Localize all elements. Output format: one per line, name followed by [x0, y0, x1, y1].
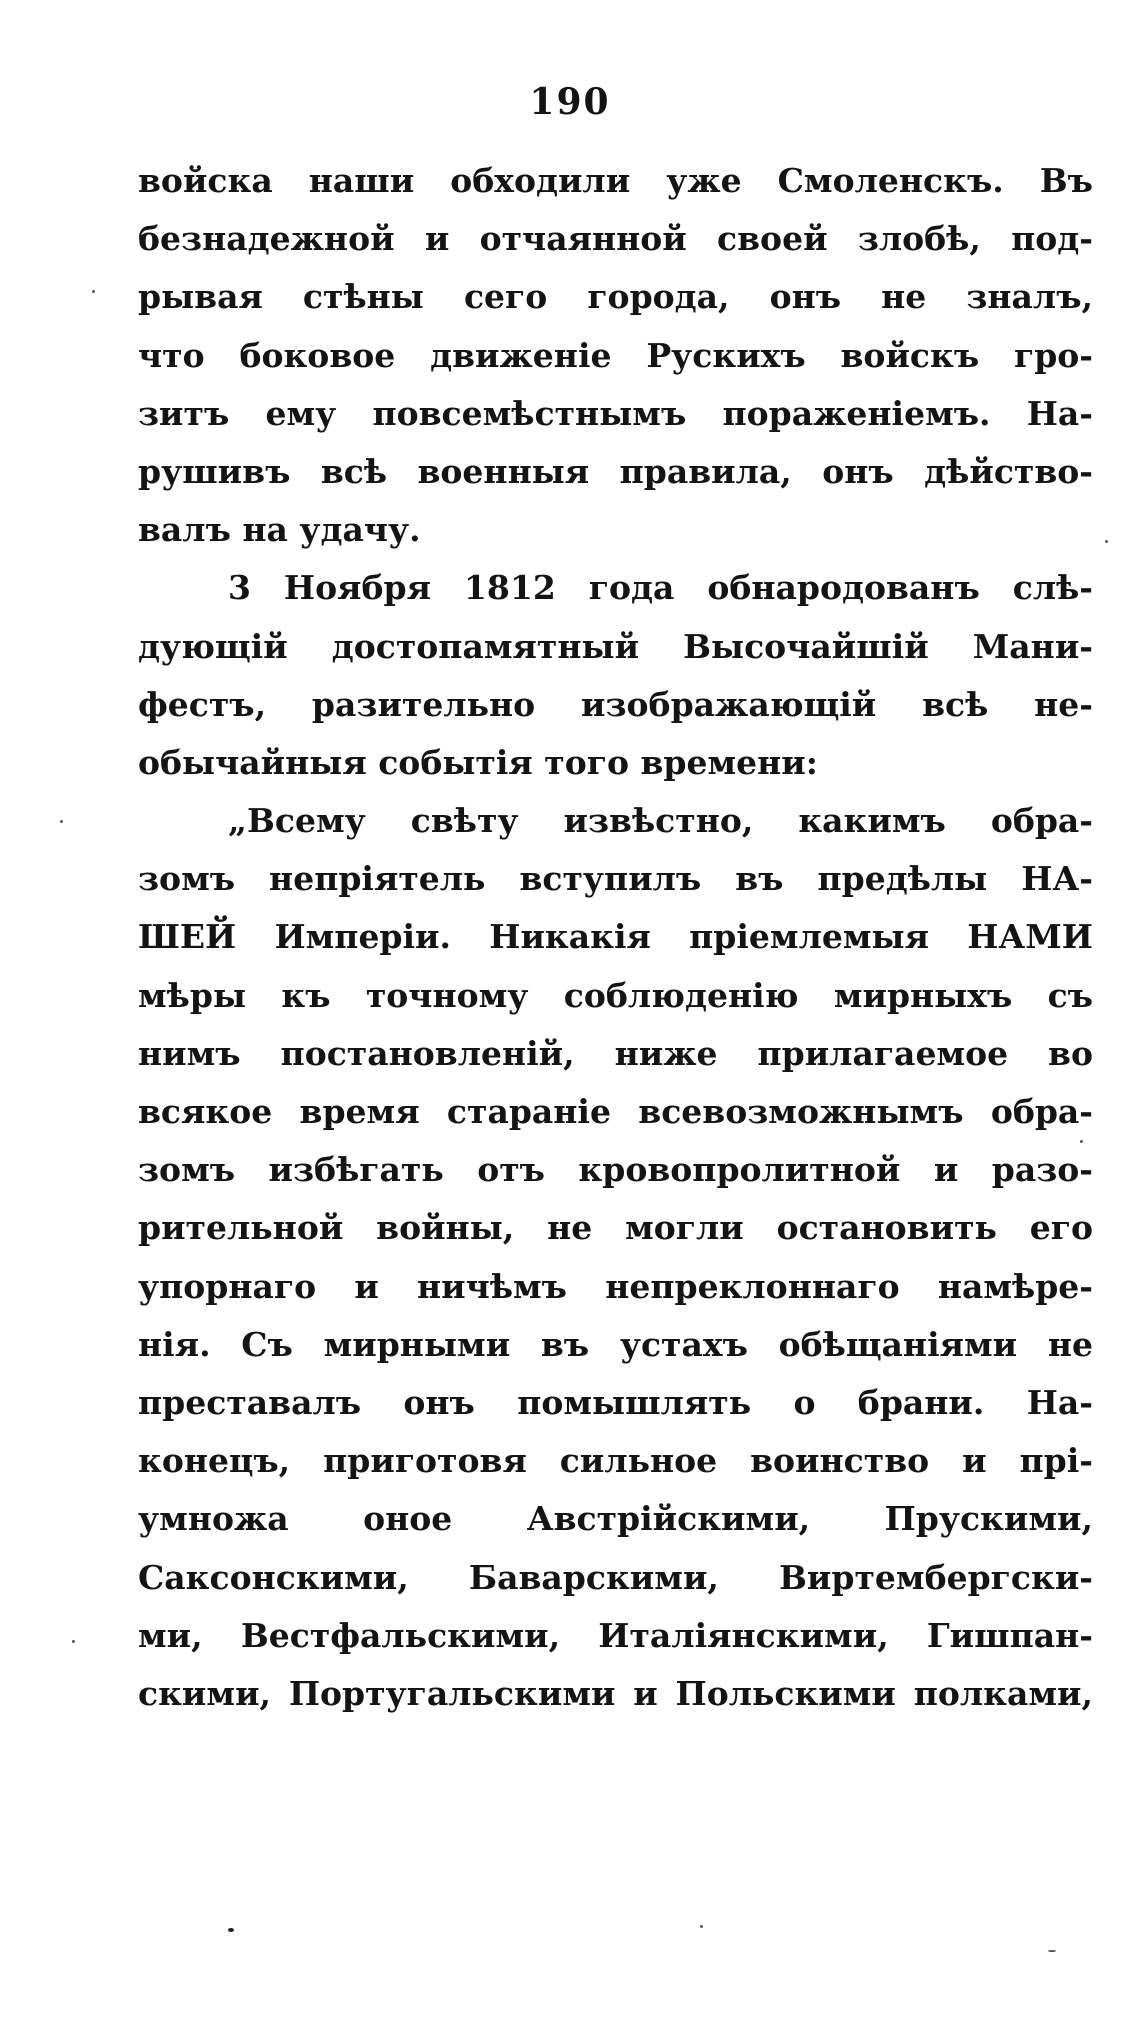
paragraph-1 — [138, 152, 1093, 559]
text-line: ШЕЙ Имперіи. Никакія пріемлемыя НАМИ — [138, 917, 1093, 957]
scan-speck — [1105, 540, 1108, 543]
text-line: обычайныя событія того времени: — [138, 742, 818, 782]
text-line: зомъ избѣгать отъ кровопролитной и разо- — [138, 1150, 1093, 1190]
scan-speck — [1080, 1140, 1083, 1143]
page-number: 190 — [529, 81, 611, 123]
text-line: фестъ, разительно изображающій всѣ не- — [138, 684, 1093, 724]
text-line: рительной войны, не могли остановить его — [138, 1208, 1093, 1248]
text-line: зитъ ему повсемѣстнымъ пораженіемъ. На- — [138, 393, 1093, 433]
text-line: рушивъ всѣ военныя правила, онъ дѣйство- — [138, 451, 1093, 491]
text-line: рывая стѣны сего города, онъ не зналъ, — [138, 277, 1093, 317]
text-line: мѣры къ точному соблюденію мирныхъ съ — [138, 975, 1093, 1015]
text-line: нимъ постановленій, ниже прилагаемое во — [138, 1033, 1093, 1073]
text-line: упорнаго и ничѣмъ непреклоннаго намѣре- — [138, 1266, 1093, 1306]
paragraph-3-manifesto — [138, 792, 1093, 1723]
text-line: умножа оное Австрійскими, Прускими, — [138, 1499, 1093, 1539]
text-line: валъ на удачу. — [138, 510, 421, 550]
scan-speck — [700, 1925, 703, 1928]
text-line: безнадежной и отчаянной своей злобѣ, под- — [138, 219, 1093, 259]
scan-speck — [1048, 1950, 1056, 1952]
text-line: что боковое движеніе Рускихъ войскъ гро- — [138, 335, 1093, 375]
scan-speck — [60, 820, 63, 823]
text-line: конецъ, приготовя сильное воинство и прі- — [138, 1441, 1093, 1481]
scan-speck — [92, 290, 95, 293]
text-body — [138, 152, 1093, 1723]
text-line: Саксонскими, Баварскими, Виртембергски- — [138, 1557, 1093, 1597]
paragraph-2 — [138, 559, 1093, 792]
text-line: всякое время стараніе всевозможнымъ обра- — [138, 1092, 1093, 1131]
scan-speck — [72, 1640, 75, 1643]
text-line: преставалъ онъ помышлять о брани. На- — [138, 1382, 1093, 1422]
text-line: скими, Португальскими и Польскими полками, — [138, 1673, 1093, 1713]
text-line: нія. Съ мирными въ устахъ обѣщаніями не — [138, 1324, 1093, 1364]
text-line: зомъ непріятель вступилъ въ предѣлы НА- — [138, 859, 1093, 899]
text-line: войска наши обходили уже Смоленскъ. Въ — [138, 161, 1093, 200]
text-line: „Всему свѣту извѣстно, какимъ обра- — [228, 801, 1093, 841]
text-line: ми, Вестфальскими, Италіянскими, Гишпан- — [138, 1615, 1093, 1655]
text-line: дующій достопамятный Высочайшій Мани- — [138, 626, 1093, 666]
text-line: 3 Ноября 1812 года обнародованъ слѣ- — [228, 568, 1093, 608]
scan-speck — [228, 1928, 234, 1932]
